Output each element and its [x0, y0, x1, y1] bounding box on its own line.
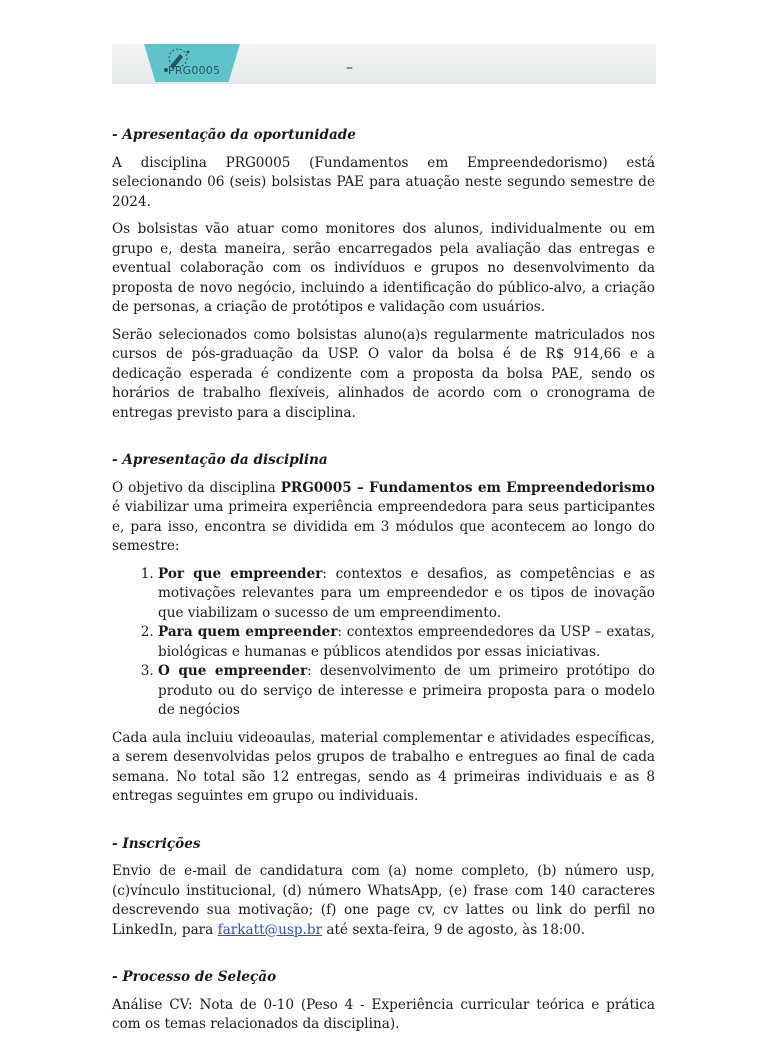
module-text: : desenvolvimento de um primeiro protótipo do produto ou do serviço de interesse e primeira proposta para o modelo de negócios — [158, 663, 655, 718]
section-title-disciplina: - Apresentação da disciplina — [112, 452, 328, 468]
email-link[interactable]: farkatt@usp.br — [217, 921, 323, 938]
text: O objetivo da disciplina — [112, 479, 281, 496]
module-text: : contextos empreendedores da USP – exatas, biológicas e humanas e públicos atendidos por essas iniciativas. — [158, 624, 656, 660]
logo-text: PRG0005 — [168, 64, 221, 77]
document-body — [112, 126, 655, 1043]
text: até sexta-feira, 9 de agosto, às 18:00. — [322, 921, 586, 938]
list-item — [158, 565, 655, 624]
section-title-inscricoes: - Inscrições — [112, 835, 201, 852]
text: Envio de e-mail de candidatura com (a) nome completo, (b) número usp, (c)vínculo institucional, (d) número WhatsApp, (e) frase com 140 caracteres descrevendo sua motivação; (f) one page cv, cv lattes ou link do perfil no LinkedIn, para — [112, 863, 655, 938]
module-text: : contextos e desafios, as competências e as motivações relevantes para um empreendedor e os tipos de inovação que viabilizam o sucesso de um empreendimento. — [158, 565, 655, 621]
paragraph — [112, 862, 655, 940]
module-title: Por que empreender — [158, 565, 323, 582]
section-title-oportunidade: - Apresentação da oportunidade — [112, 127, 356, 143]
module-title: Para quem empreender — [158, 624, 338, 640]
text: é viabilizar uma primeira experiência empreendedora para seus participantes e, para isso, encontra se dividida em 3 módulos que acontecem ao longo do semestre: — [112, 499, 655, 554]
paragraph: Os bolsistas vão atuar como monitores dos alunos, individualmente ou em grupo e, desta maneira, serão encarregados pela avaliação das entregas e eventual colaboração com os indivíduos e grupos no desenvolvimento da proposta de novo negócio, incluindo a identificação do público-alvo, a criação de personas, a criação de protótipos e validação com usuários. — [112, 221, 655, 315]
paragraph: Serão selecionados como bolsistas aluno(a)s regularmente matriculados nos cursos de pós-graduação da USP. O valor da bolsa é de R$ 914,66 e a dedicação esperada é condizente com a proposta da bolsa PAE, sendo os horários de trabalho flexíveis, alinhados de acordo com o cronograma de entregas previsto para a disciplina. — [112, 326, 655, 421]
course-name: PRG0005 – Fundamentos em Empreendedorismo — [280, 479, 655, 496]
section-title-selecao: - Processo de Seleção — [112, 969, 277, 985]
paragraph — [112, 479, 655, 557]
list-item — [158, 623, 655, 662]
paragraph: A disciplina PRG0005 (Fundamentos em Empreendedorismo) está selecionando 06 (seis) bolsistas PAE para atuação neste segundo semestre de 2024. — [112, 154, 655, 210]
module-title: O que empreender — [158, 663, 308, 679]
paragraph: Cada aula incluiu videoaulas, material complementar e atividades específicas, a serem desenvolvidas pelos grupos de trabalho e entregues ao final de cada semana. No total são 12 entregas, sendo as 4 primeiras individuais e as 8 entregas seguintes em grupo ou individuais. — [112, 729, 655, 804]
modules-list — [112, 565, 655, 721]
list-item — [158, 662, 655, 721]
header-dash: – — [346, 60, 353, 76]
paragraph: Análise CV: Nota de 0-10 (Peso 4 - Experiência curricular teórica e prática com os temas relacionados da disciplina). — [112, 996, 655, 1032]
